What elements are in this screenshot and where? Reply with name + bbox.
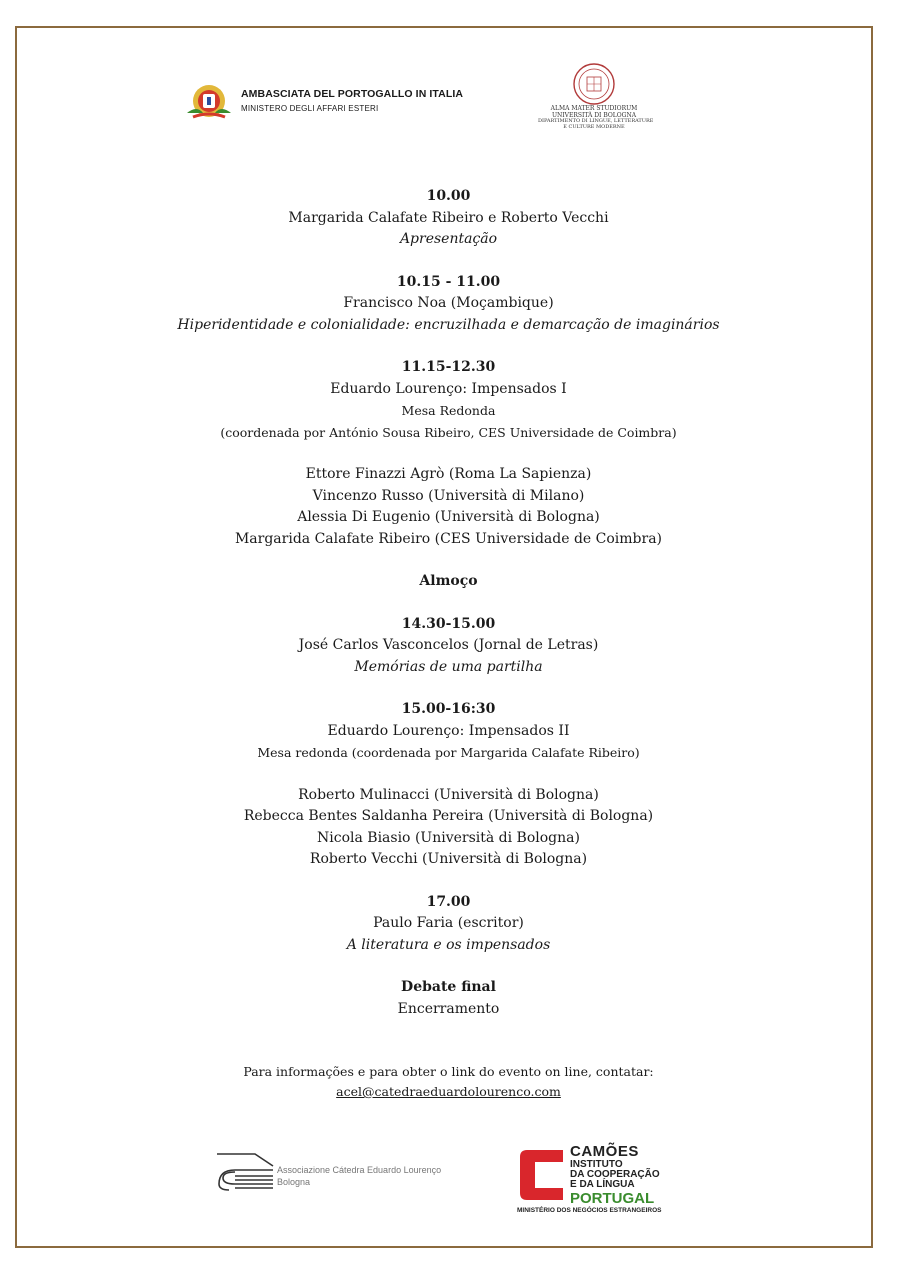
panelist: Roberto Mulinacci (Università di Bologna) [298, 786, 599, 803]
program [0, 186, 897, 1020]
association-logo [215, 1150, 475, 1196]
session-1-speaker: Margarida Calafate Ribeiro e Roberto Vecchi [288, 209, 609, 226]
university-seal-icon [572, 62, 616, 106]
session-1-time: 10.00 [426, 188, 471, 204]
panelist: Nicola Biasio (Università di Bologna) [317, 829, 580, 846]
session-5-time: 15.00-16:30 [401, 701, 496, 717]
session-5-title: Eduardo Lourenço: Impensados II [327, 722, 570, 739]
session-3-time: 11.15-12.30 [401, 359, 496, 375]
department-line-2: E CULTURE MODERNE [563, 123, 625, 130]
contact-email-link[interactable]: acel@catedraeduardolourenco.com [336, 1084, 561, 1099]
session-1-title: Apresentação [399, 231, 498, 247]
session-6-speaker: Paulo Faria (escritor) [373, 915, 524, 931]
closing-subtitle: Encerramento [397, 1000, 500, 1017]
camoes-line-3: DA COOPERAÇÃO [570, 1169, 660, 1180]
camoes-line-4: E DA LÍNGUA [570, 1179, 635, 1190]
panelist: Alessia Di Eugenio (Università di Bologna) [297, 509, 600, 525]
university-line-1: ALMA MATER STUDIORUM [550, 105, 638, 112]
camoes-portugal: PORTUGAL [570, 1190, 655, 1207]
closing-title: Debate final [401, 979, 496, 995]
contact-info [0, 1062, 897, 1102]
ministry-subtitle: MINISTERO DEGLI AFFARI ESTERI [241, 104, 379, 113]
department-line-1: DIPARTIMENTO DI LINGUE, LETTERATURE [538, 118, 654, 124]
contact-text: Para informações e para obter o link do evento on line, contatar: [243, 1064, 654, 1079]
session-5-format: Mesa redonda (coordenada por Margarida Calafate Ribeiro) [257, 745, 640, 760]
session-3-title: Eduardo Lourenço: Impensados I [330, 380, 567, 397]
association-name: Associazione Cátedra Eduardo Lourenço [277, 1165, 442, 1175]
book-icon [215, 1150, 275, 1194]
session-3-format: Mesa Redonda [401, 403, 496, 418]
panelist: Ettore Finazzi Agrò (Roma La Sapienza) [305, 466, 592, 482]
camoes-ministry: MINISTÉRIO DOS NEGÓCIOS ESTRANGEIROS [517, 1207, 662, 1214]
session-6-time: 17.00 [426, 893, 471, 910]
university-line-2: UNIVERSITÀ DI BOLOGNA [551, 111, 637, 119]
session-6-title: A literatura e os impensados [346, 936, 551, 953]
session-4-time: 14.30-15.00 [401, 615, 496, 632]
panelist: Rebecca Bentes Saldanha Pereira (Università di Bologna) [243, 808, 654, 824]
session-4-title: Memórias de uma partilha [354, 658, 543, 675]
embassy-title: AMBASCIATA DEL PORTOGALLO IN ITALIA [241, 88, 464, 100]
camoes-logo [517, 1143, 677, 1219]
session-3-coordinator: (coordenada por António Sousa Ribeiro, CES Universidade de Coimbra) [220, 424, 677, 440]
embassy-header [183, 83, 483, 123]
camoes-title: CAMÕES [570, 1143, 639, 1160]
portugal-coat-of-arms-icon [183, 83, 235, 121]
session-4-speaker: José Carlos Vasconcelos (Jornal de Letras) [298, 637, 599, 653]
camoes-line-2: INSTITUTO [570, 1159, 623, 1170]
session-2-time: 10.15 - 11.00 [396, 273, 501, 290]
panelist: Vincenzo Russo (Università di Milano) [312, 487, 585, 504]
lunch-break: Almoço [419, 573, 478, 589]
panelist: Margarida Calafate Ribeiro (CES Universidade de Coimbra) [234, 530, 663, 547]
association-city: Bologna [277, 1177, 311, 1187]
session-2-title: Hiperidentidade e colonialidade: encruzilhada e demarcação de imaginários [177, 316, 720, 333]
session-2-speaker: Francisco Noa (Moçambique) [343, 295, 554, 311]
panelist: Roberto Vecchi (Università di Bologna) [309, 851, 588, 867]
university-header [538, 62, 654, 138]
camoes-c-icon [517, 1146, 567, 1204]
